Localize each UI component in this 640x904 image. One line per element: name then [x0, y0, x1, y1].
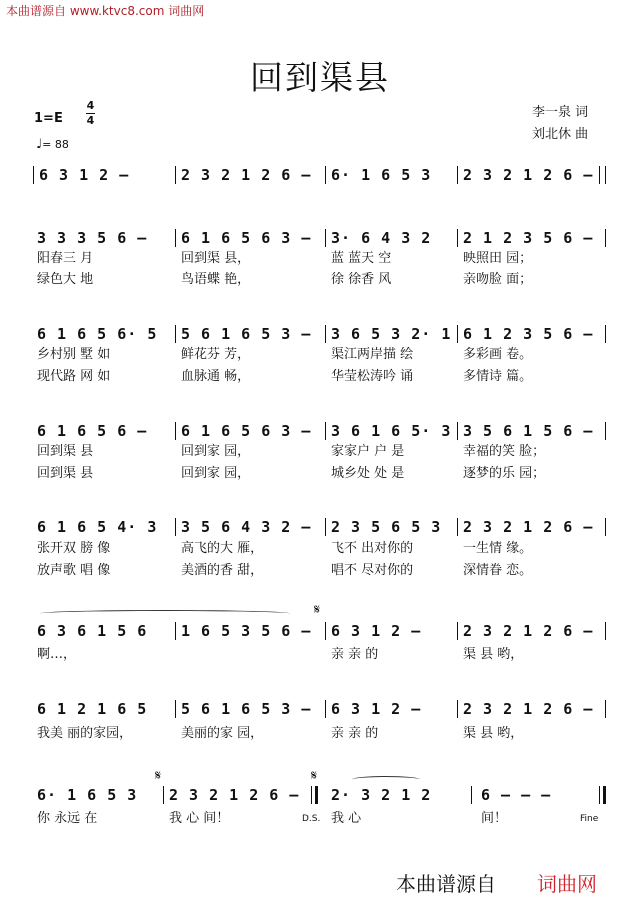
measure: 6 1 6 5 6 3 – [181, 229, 312, 247]
barline [175, 325, 176, 343]
lyric-segment: 张开双 膀 像 [37, 541, 111, 556]
bottom-watermark-source: 本曲谱源自 [396, 872, 496, 896]
lyric-segment: 回到渠 县， [181, 251, 251, 266]
measure: 3 5 6 1 5 6 – [463, 422, 594, 440]
lyric-segment: 多情诗 篇。 [463, 369, 533, 384]
lyric-segment: 渠江两岸描 绘 [331, 347, 414, 362]
lyric-segment: 家家户 户 是 [331, 444, 405, 459]
tie-slur [352, 776, 420, 783]
score-system-7 [33, 698, 608, 720]
lyrics-verse-1 [33, 646, 608, 664]
measure: 6 – – – [481, 786, 552, 804]
lyrics-verse-2 [33, 368, 608, 386]
quarter-note-icon: ♩ [36, 137, 43, 152]
lyrics-verse-1 [33, 810, 608, 828]
lyrics-verse-1 [33, 540, 608, 558]
segno-icon: 𝄋 [155, 768, 162, 784]
measure: 1 6 5 3 5 6 – [181, 622, 312, 640]
barline [325, 325, 326, 343]
barline [325, 422, 326, 440]
lyric-segment: 我 心 [331, 811, 362, 826]
barline [605, 622, 606, 640]
lyric-segment: 逐梦的乐 园； [463, 466, 546, 481]
measure: 6 3 1 2 – [39, 166, 130, 184]
lyrics-verse-2 [33, 271, 608, 289]
lyric-segment: 渠 县 哟， [463, 726, 524, 741]
tempo-value: = 88 [42, 138, 69, 151]
lyrics-verse-1 [33, 443, 608, 461]
barline [457, 422, 458, 440]
measure: 6 3 1 2 – [331, 622, 422, 640]
lyrics-verse-1 [33, 725, 608, 743]
barline [163, 786, 164, 804]
barline [325, 229, 326, 247]
lyric-segment: 绿色大 地 [37, 272, 94, 287]
segno-icon: 𝄋 [314, 602, 321, 618]
barline [325, 700, 326, 718]
barline [605, 325, 606, 343]
measure: 2 3 5 6 5 3 [331, 518, 442, 536]
score-system-8 [33, 784, 608, 806]
measure: 6 1 6 5 6 3 – [181, 422, 312, 440]
song-title: 回到渠县 [250, 58, 390, 97]
score-system-3 [33, 323, 608, 345]
lyric-segment: 亲吻脸 面； [463, 272, 533, 287]
measure: 3· 6 4 3 2 [331, 229, 432, 247]
measure: 5 6 1 6 5 3 – [181, 700, 312, 718]
barline [599, 166, 600, 184]
lyricist-credit: 李一泉 词 [532, 105, 589, 120]
lyric-segment: 乡村别 墅 如 [37, 347, 111, 362]
lyric-segment: 你 永远 在 [37, 811, 98, 826]
lyric-segment: 放声歌 唱 像 [37, 563, 111, 578]
barline [311, 786, 312, 804]
measure: 2 3 2 1 2 6 – [463, 700, 594, 718]
lyric-segment: 一生情 缘。 [463, 541, 533, 556]
barline [605, 700, 606, 718]
measure: 3 5 6 4 3 2 – [181, 518, 312, 536]
measure: 2 1 2 3 5 6 – [463, 229, 594, 247]
lyrics-verse-2 [33, 562, 608, 580]
lyrics-verse-1 [33, 250, 608, 268]
barline [605, 166, 606, 184]
measure: 2 3 2 1 2 6 – [463, 622, 594, 640]
top-watermark: 本曲谱源自 www.ktvc8.com 词曲网 [6, 4, 205, 18]
measure: 6 1 6 5 6· 5 [37, 325, 158, 343]
barline [175, 622, 176, 640]
score-system-1 [33, 164, 608, 186]
fine-marking: Fine [580, 814, 599, 824]
score-system-5 [33, 516, 608, 538]
lyric-segment: 幸福的笑 脸； [463, 444, 546, 459]
measure: 2 3 2 1 2 6 – [169, 786, 300, 804]
lyric-segment: 亲 亲 的 [331, 726, 379, 741]
barline [325, 166, 326, 184]
lyric-segment [181, 646, 321, 664]
composer-credit: 刘北休 曲 [532, 127, 589, 142]
lyric-segment: 美酒的香 甜， [181, 563, 264, 578]
barline [603, 786, 606, 804]
score-system-4 [33, 420, 608, 442]
barline [599, 786, 600, 804]
barline [325, 518, 326, 536]
segno-icon: 𝄋 [311, 768, 318, 784]
lyric-segment: 华莹松涛吟 诵 [331, 369, 414, 384]
lyric-segment: 鲜花芬 芳， [181, 347, 251, 362]
meter-bottom: 4 [86, 114, 95, 127]
lyric-segment: 高飞的大 雁， [181, 541, 264, 556]
barline [471, 786, 472, 804]
lyric-segment: 回到渠 县 [37, 466, 94, 481]
lyric-segment: 城乡处 处 是 [331, 466, 405, 481]
barline [457, 518, 458, 536]
lyric-segment: 我 心 间！ [169, 811, 230, 826]
meter-top: 4 [86, 99, 95, 112]
measure: 6 3 1 2 – [331, 700, 422, 718]
barline [457, 622, 458, 640]
barline [605, 518, 606, 536]
lyric-segment: 蓝 蓝天 空 [331, 251, 392, 266]
barline [325, 622, 326, 640]
measure: 6 3 6 1 5 6 [37, 622, 148, 640]
barline [605, 229, 606, 247]
measure: 6 1 6 5 6 – [37, 422, 148, 440]
measure: 2 3 2 1 2 6 – [181, 166, 312, 184]
measure: 2· 3 2 1 2 [331, 786, 432, 804]
tempo-marking [36, 137, 69, 152]
barline [175, 166, 176, 184]
lyric-segment: 啊…， [37, 647, 77, 662]
key-signature: 1=E [34, 111, 63, 126]
barline [33, 166, 34, 184]
measure: 6 1 2 3 5 6 – [463, 325, 594, 343]
measure: 6· 1 6 5 3 [331, 166, 432, 184]
phrase-slur [40, 610, 290, 617]
lyric-segment: 我美 丽的家园， [37, 726, 133, 741]
lyric-segment: 回到家 园， [181, 466, 251, 481]
lyric-segment: 亲 亲 的 [331, 647, 379, 662]
bottom-watermark-site: 词曲网 [537, 872, 597, 896]
lyric-segment: 渠 县 哟， [463, 647, 524, 662]
lyric-segment: 徐 徐香 风 [331, 272, 392, 287]
lyrics-verse-1 [33, 346, 608, 364]
measure: 2 3 2 1 2 6 – [463, 518, 594, 536]
barline [175, 700, 176, 718]
barline [315, 786, 318, 804]
score-system-2 [33, 227, 608, 249]
measure: 3 6 5 3 2· 1 [331, 325, 452, 343]
barline [605, 422, 606, 440]
lyric-segment: 回到渠 县 [37, 444, 94, 459]
lyric-segment: 美丽的家 园， [181, 726, 264, 741]
lyric-segment: 多彩画 卷。 [463, 347, 533, 362]
barline [457, 166, 458, 184]
lyrics-verse-2 [33, 465, 608, 483]
measure: 3 3 3 5 6 – [37, 229, 148, 247]
measure: 6· 1 6 5 3 [37, 786, 138, 804]
lyric-segment: 映照田 园； [463, 251, 533, 266]
lyric-segment: 血脉通 畅， [181, 369, 251, 384]
time-signature [86, 100, 95, 127]
lyric-segment: 间！ [481, 811, 508, 826]
lyric-segment: 回到家 园， [181, 444, 251, 459]
measure: 6 1 2 1 6 5 [37, 700, 148, 718]
lyric-segment: 阳春三 月 [37, 251, 94, 266]
barline [175, 229, 176, 247]
barline [457, 229, 458, 247]
measure: 3 6 1 6 5· 3 [331, 422, 452, 440]
barline [175, 518, 176, 536]
lyric-segment: 唱不 尽对你的 [331, 563, 414, 578]
lyric-segment: 深情眷 恋。 [463, 563, 533, 578]
lyric-segment: 飞不 出对你的 [331, 541, 414, 556]
lyric-segment: 现代路 网 如 [37, 369, 111, 384]
barline [175, 422, 176, 440]
measure: 6 1 6 5 4· 3 [37, 518, 158, 536]
lyric-segment: 鸟语蝶 艳， [181, 272, 251, 287]
measure: 5 6 1 6 5 3 – [181, 325, 312, 343]
score-system-6 [33, 620, 608, 642]
measure: 2 3 2 1 2 6 – [463, 166, 593, 184]
barline [457, 325, 458, 343]
barline [457, 700, 458, 718]
dal-segno-marking: D.S. [302, 814, 321, 824]
